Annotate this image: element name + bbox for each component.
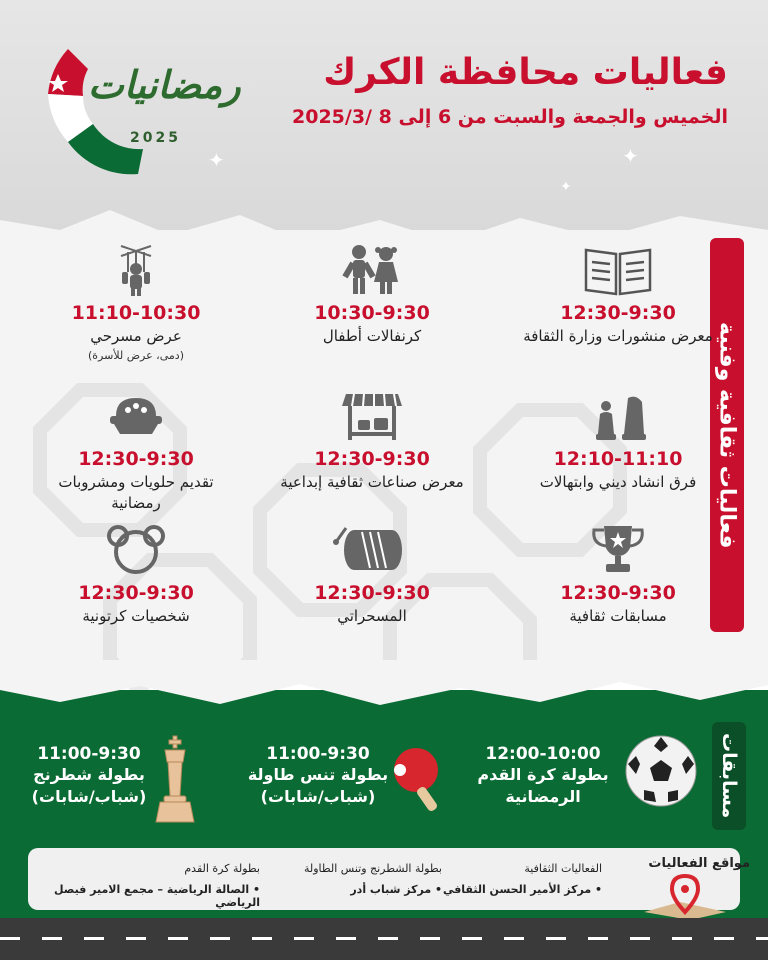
activity-item [518,388,718,493]
competition-time: 11:00-9:30 [37,744,141,764]
paper-tear-bottom [0,660,768,720]
trophy-icon [578,522,658,578]
activity-name: المسحراتي [337,607,407,625]
location-heading: بطولة كرة القدم [184,862,260,875]
sweets-dish-icon [96,388,176,444]
activity-item [272,388,472,493]
activity-item [36,388,236,514]
activity-name: تقديم حلويات ومشروبات رمضانية [58,473,214,512]
competition-item [238,744,398,808]
activity-name: فرق انشاد ديني وابتهالات [539,473,697,491]
activity-item [36,242,236,362]
competition-item [468,744,618,808]
competition-time: 11:00-9:30 [266,744,370,764]
activity-time: 11:10-10:30 [71,302,201,324]
open-book-icon [578,242,658,298]
activity-time: 12:30-9:30 [560,302,676,324]
location-column [432,862,602,896]
location-column [262,862,442,896]
activity-time: 12:30-9:30 [314,448,430,470]
competitions-section-label: مسابقات [718,733,740,819]
activity-item [518,242,718,347]
competition-name: بطولة كرة القدم الرمضانية [477,765,609,806]
date-subtitle: الخميس والجمعة والسبت من 6 إلى 8 /2025/3 [292,106,728,128]
activity-time: 12:30-9:30 [560,582,676,604]
activity-time: 12:10-11:10 [553,448,683,470]
location-column [30,862,260,909]
competition-item [14,744,164,808]
logo-text: رمضانيات [88,62,241,107]
bear-head-icon [96,522,176,578]
logo-year: 2025 [130,130,181,146]
market-stall-icon [332,388,412,444]
competition-time: 12:00-10:00 [485,744,601,764]
drum-icon [332,522,412,578]
competitions-section-tab [712,722,746,830]
geometric-pattern [0,330,768,710]
activity-name: معرض صناعات ثقافية إبداعية [280,473,464,491]
activity-item [272,242,472,347]
competition-name: بطولة تنس طاولة (شباب/شابات) [247,765,389,806]
road-lane-markings [0,937,768,940]
competition-name: بطولة شطرنج (شباب/شابات) [31,765,147,806]
sparkle-icon: ✦ [622,144,639,168]
praying-people-icon [578,388,658,444]
location-value: • الصالة الرياضية – مجمع الامير فيصل الرياضي [53,883,260,909]
activity-time: 10:30-9:30 [314,302,430,324]
activity-name: شخصيات كرتونية [82,607,190,625]
location-pin-icon [640,872,730,922]
activity-note: (دمى، عرض للأسرة) [88,349,184,362]
activity-name: كرنفالات أطفال [322,327,422,345]
locations-title: مواقع الفعاليات [648,856,750,871]
activity-time: 12:30-9:30 [78,582,194,604]
activity-item [272,522,472,627]
activity-item [518,522,718,627]
sparkle-icon: ✦ [208,148,225,172]
location-value: • مركز الأمير الحسن الثقافي [442,883,602,896]
puppet-icon [96,242,176,298]
location-value: • مركز شباب أدر [350,883,442,896]
activity-time: 12:30-9:30 [78,448,194,470]
location-heading: بطولة الشطرنج وتنس الطاولة [303,862,442,875]
activity-name: معرض منشورات وزارة الثقافة [523,327,713,345]
children-icon [332,242,412,298]
page-title: فعاليات محافظة الكرك [323,52,728,93]
activity-name: عرض مسرحي [90,327,182,345]
activity-name: مسابقات ثقافية [569,607,667,625]
location-heading: الفعاليات الثقافية [524,862,602,875]
soccer-ball-icon [624,734,698,808]
activity-item [36,522,236,627]
cultural-section-label: فعاليات ثقافية وفنية [714,321,740,549]
activity-time: 12:30-9:30 [314,582,430,604]
sparkle-icon: ✦ [560,179,572,195]
